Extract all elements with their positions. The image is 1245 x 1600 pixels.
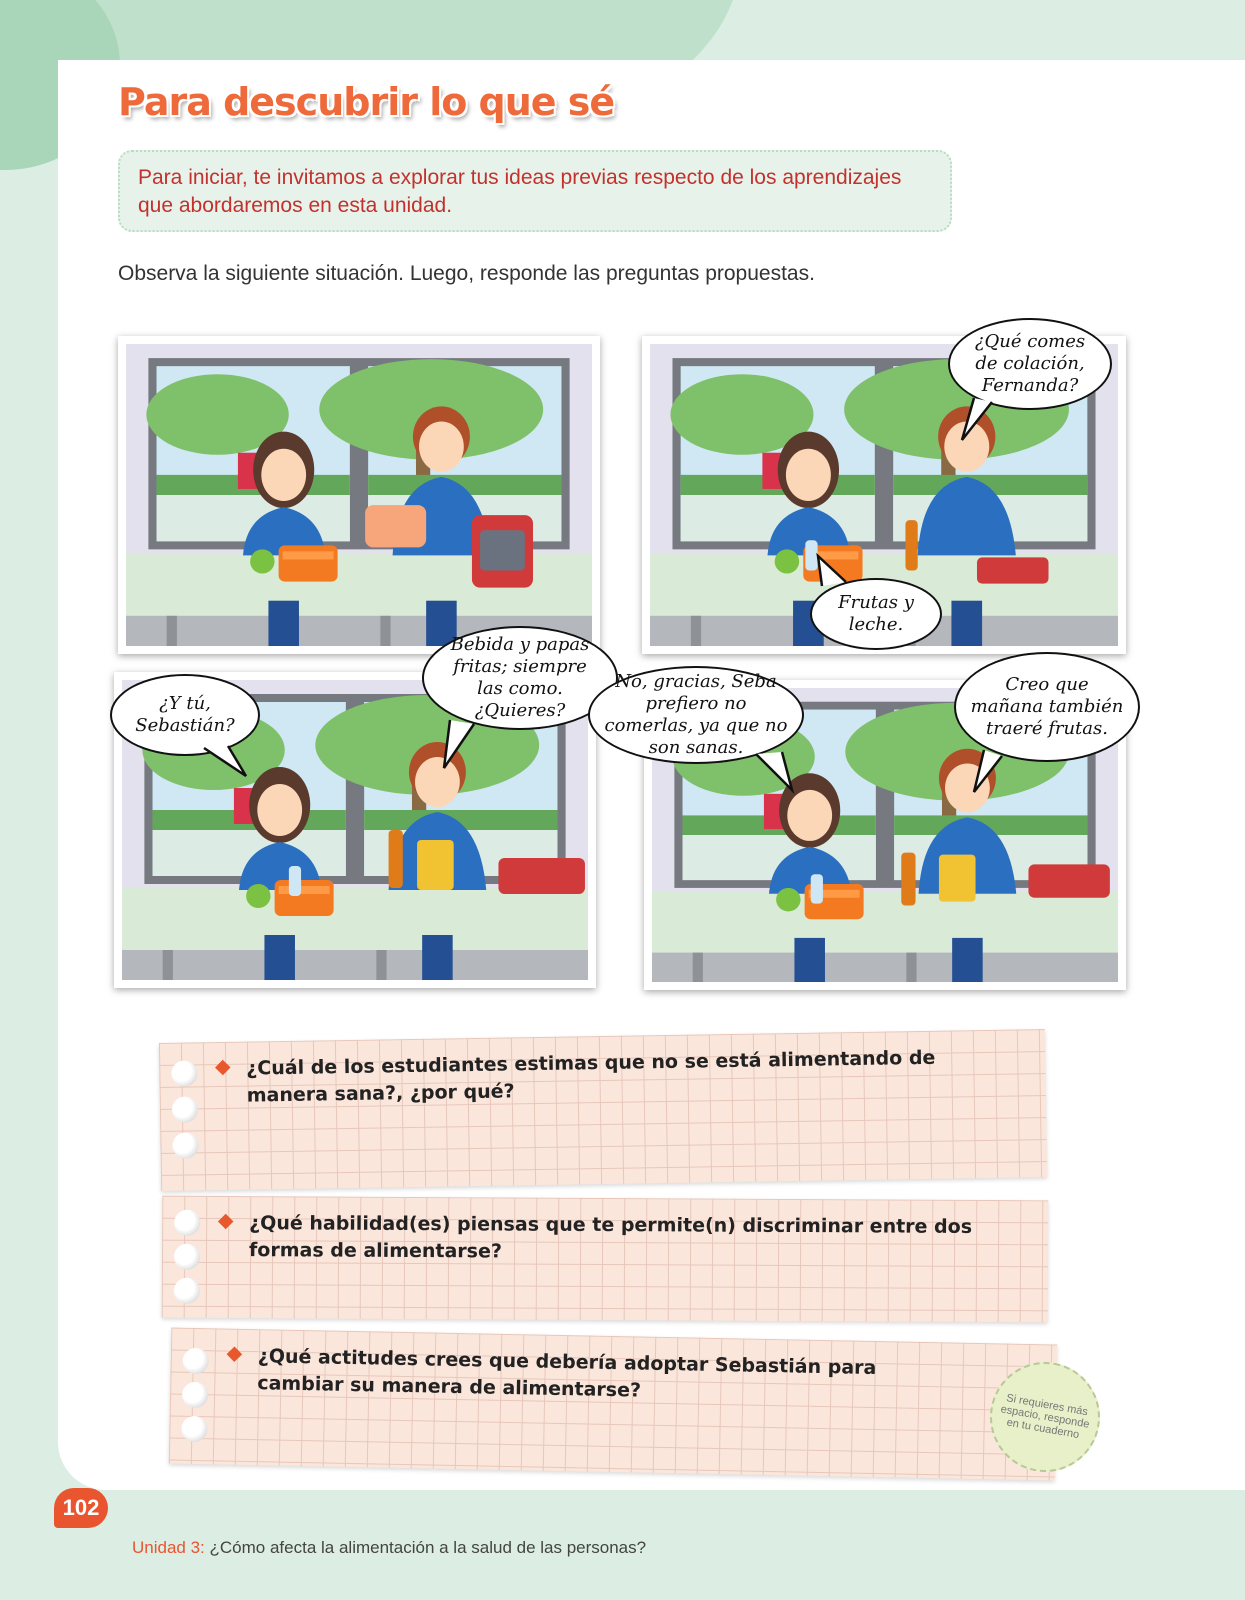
binder-hole (181, 1416, 207, 1442)
speech-bubble-6-tail (970, 750, 1010, 796)
speech-bubble-2-tail (816, 556, 856, 590)
binder-hole (172, 1096, 198, 1122)
binder-hole (182, 1382, 208, 1408)
bullet-diamond-icon (227, 1346, 243, 1362)
speech-bubble-3: ¿Y tú, Sebastián? (110, 674, 260, 756)
binder-hole (174, 1210, 200, 1236)
binder-hole (172, 1132, 198, 1158)
instruction-text: Observa la siguiente situación. Luego, responde las preguntas propuestas. (118, 262, 815, 285)
intro-box: Para iniciar, te invitamos a explorar tus ideas previas respecto de los aprendizajes que abordaremos en esta unidad. (118, 150, 952, 232)
question-text: ¿Cuál de los estudiantes estimas que no se está alimentando de manera sana?, ¿por qué? (246, 1046, 936, 1107)
binder-hole (171, 1060, 197, 1086)
question-text: ¿Qué actitudes crees que debería adoptar Sebastián para cambiar su manera de alimentarse? (257, 1345, 877, 1402)
speech-bubble-2: Frutas y leche. (810, 578, 942, 650)
question-card-2 (162, 1196, 1049, 1323)
question-card-1 (159, 1029, 1047, 1191)
question-text: ¿Qué habilidad(es) piensas que te permite(n) discriminar entre dos formas de alimentarse? (248, 1212, 973, 1263)
speech-bubble-4: Bebida y papas fritas; siempre las como. ¿Quieres? (422, 626, 618, 730)
speech-bubble-6: Creo que mañana también traeré frutas. (954, 652, 1140, 762)
speech-bubble-3-tail (200, 744, 250, 780)
section-title: Para descubrir lo que sé (118, 80, 615, 124)
bullet-diamond-icon (215, 1060, 231, 1076)
speech-bubble-1: ¿Qué comes de colación, Fernanda? (948, 318, 1112, 410)
footer-text: ¿Cómo afecta la alimentación a la salud de las personas? (209, 1538, 647, 1557)
speech-bubble-5: No, gracias, Seba prefiero no comerlas, ya que no son sanas. (588, 666, 804, 764)
speech-bubble-4-tail (440, 718, 480, 772)
speech-bubble-5-tail (752, 750, 800, 794)
notebook-hint-stamp: Si requieres más espacio, responde en tu cuaderno (981, 1353, 1108, 1480)
bullet-diamond-icon (218, 1214, 234, 1230)
comic-illustration-1 (126, 344, 592, 646)
question-card-3 (169, 1328, 1057, 1481)
speech-bubble-1-tail (960, 398, 1000, 444)
binder-hole (174, 1244, 200, 1270)
page-number: 102 (54, 1488, 108, 1528)
comic-panel-1 (118, 336, 600, 654)
binder-hole (183, 1348, 209, 1374)
footer-unit: Unidad 3: (132, 1538, 205, 1557)
binder-hole (174, 1278, 200, 1304)
footer (132, 1538, 646, 1558)
